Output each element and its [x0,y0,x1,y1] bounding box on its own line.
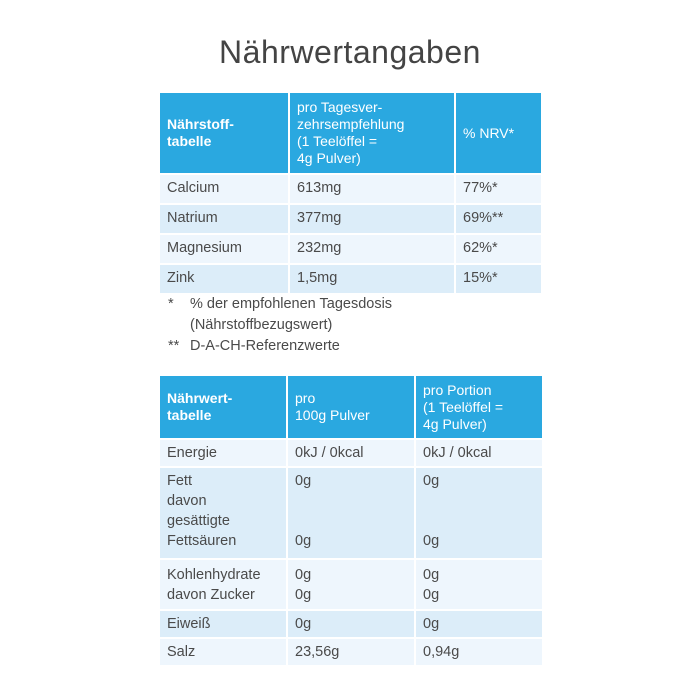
table-row [160,235,541,263]
page-title: Nährwertangaben [219,34,481,70]
table-row [160,611,542,637]
cell: 232mg [290,235,454,263]
header-label: pro Tagesver- zehrsempfehlung (1 Teelöffel = 4g Pulver) [297,99,405,166]
header-cell [416,376,542,438]
cell: 69%** [456,205,541,233]
cell [288,468,414,558]
nutrition-table [158,374,544,667]
table-row [160,440,542,466]
header-label: % NRV* [463,124,515,141]
footnote-mark: ** [168,338,180,354]
cell: Magnesium [160,235,288,263]
header-cell [160,376,286,438]
cell: Natrium [160,205,288,233]
nutrient-table [158,91,543,295]
footnote-text: % der empfohlenen Tagesdosis (Nährstoffbezugswert) [190,296,393,333]
footnote [168,336,392,357]
footnote-text: D-A-CH-Referenzwerte [190,338,340,354]
footnote [168,294,392,336]
table-row [160,265,541,293]
cell: 613mg [290,175,454,203]
table-row [160,205,541,233]
cell: 15%* [456,265,541,293]
cell: Energie [160,440,286,466]
table-row [160,560,542,609]
cell: 0g [288,611,414,637]
cell: Salz [160,639,286,665]
header-cell [288,376,414,438]
cell: 1,5mg [290,265,454,293]
cell: 0g [416,611,542,637]
table-header-row [160,93,541,173]
table-header-row [160,376,542,438]
cell: Kohlenhydrate davon Zucker [160,560,286,609]
cell-value: 0g [423,473,440,489]
cell: Zink [160,265,288,293]
cell: 0,94g [416,639,542,665]
cell: 0g 0g [416,560,542,609]
header-cell [290,93,454,173]
cell [416,468,542,558]
footnotes [168,294,392,357]
cell: 0kJ / 0kcal [288,440,414,466]
table-row [160,639,542,665]
cell-label: Fett [167,473,192,489]
cell-value: 0g [423,533,440,549]
cell: 0g 0g [288,560,414,609]
header-label: Nährwert- tabelle [167,390,233,423]
cell: 23,56g [288,639,414,665]
cell: 62%* [456,235,541,263]
cell: 0kJ / 0kcal [416,440,542,466]
cell [160,468,286,558]
header-label: Nährstoff- tabelle [167,116,234,149]
cell-value: 0g [295,473,312,489]
cell-value: 0g [295,533,312,549]
cell: 377mg [290,205,454,233]
header-label: pro 100g Pulver [295,390,370,423]
header-label: pro Portion (1 Teelöffel = 4g Pulver) [423,381,504,432]
cell: 77%* [456,175,541,203]
footnote-mark: * [168,296,174,312]
header-cell [456,93,541,173]
cell: Eiweiß [160,611,286,637]
table-row [160,175,541,203]
header-cell [160,93,288,173]
table-row [160,468,542,558]
cell-label: davon gesättigte Fettsäuren [167,493,237,549]
cell: Calcium [160,175,288,203]
